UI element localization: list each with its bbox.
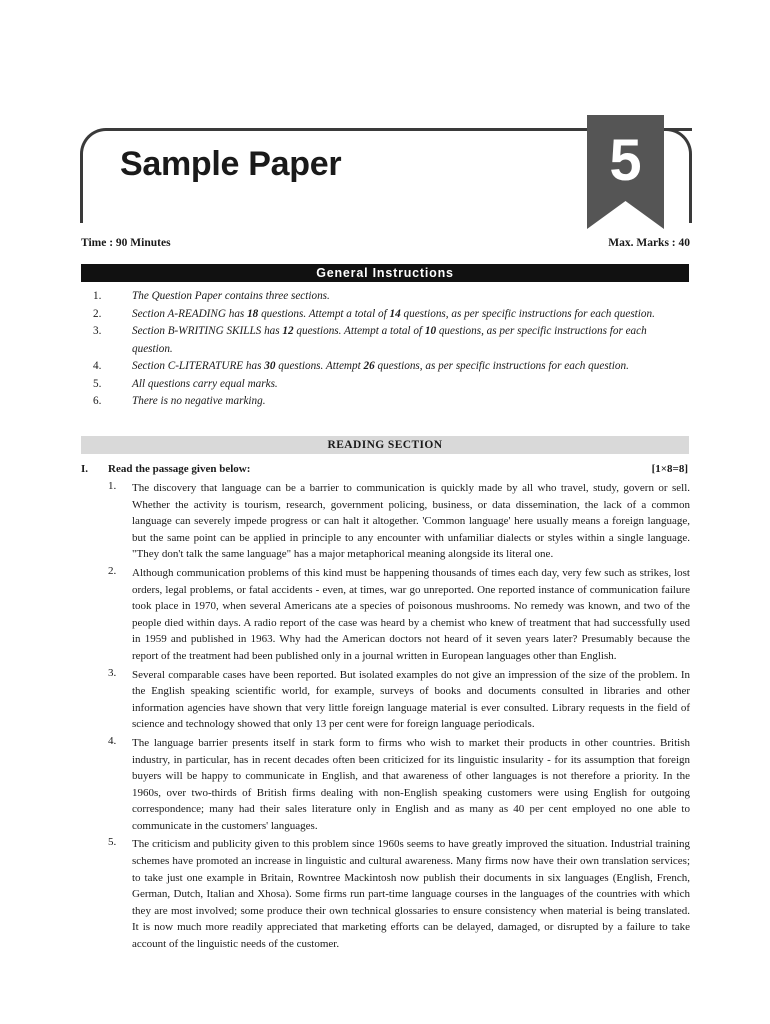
paragraph-text: Although communication problems of this kind must be happening thousands of times each day, very few such as strikes, lost orders, legal problems, or fatal accidents - even, at times, war go unreported. One reported instance of communication failure took place in 1970, when several Americans ate a species of poisonous mushrooms. No remedy was known, and two of the people died within days. A radio report of the case was heard by a chemist who knew of treatment that had successfully used in 1959 and published in 1963. Why had the American doctors not heard of it seven years later? Presumably because the report of the treatment had been published only in a journal written in European languages other than English. bbox=[132, 566, 690, 662]
instruction-item bbox=[90, 393, 690, 411]
paragraph-number: 3. bbox=[108, 666, 117, 679]
passage bbox=[108, 480, 690, 955]
instructions-list bbox=[90, 288, 690, 411]
instruction-number: 3. bbox=[93, 325, 102, 337]
instruction-number: 2. bbox=[93, 307, 102, 320]
page-title: Sample Paper bbox=[120, 145, 342, 183]
passage-paragraph bbox=[108, 480, 690, 563]
instruction-text: Section B-WRITING SKILLS has 12 questions. Attempt a total of 10 questions, as per specific instructions for each question. bbox=[132, 325, 647, 355]
instruction-text: All questions carry equal marks. bbox=[132, 377, 278, 390]
passage-paragraph bbox=[108, 565, 690, 665]
question-number: I. bbox=[81, 463, 89, 475]
instruction-item bbox=[90, 306, 690, 324]
header-frame-right bbox=[661, 128, 692, 223]
instruction-number: 6. bbox=[93, 395, 102, 407]
instruction-item bbox=[90, 323, 690, 358]
max-marks: Max. Marks : 40 bbox=[608, 237, 690, 249]
instruction-number: 5. bbox=[93, 377, 102, 390]
instruction-item bbox=[90, 288, 690, 306]
instruction-item bbox=[90, 376, 690, 394]
time-allowed: Time : 90 Minutes bbox=[81, 237, 171, 249]
instruction-text: There is no negative marking. bbox=[132, 395, 266, 407]
question-prompt: Read the passage given below: bbox=[108, 463, 251, 475]
passage-paragraph bbox=[108, 667, 690, 733]
general-instructions-heading: General Instructions bbox=[81, 264, 689, 282]
passage-paragraph bbox=[108, 836, 690, 952]
instruction-item bbox=[90, 358, 690, 376]
instruction-text: Section A-READING has 18 questions. Attempt a total of 14 questions, as per specific instructions for each question. bbox=[132, 307, 655, 320]
paragraph-text: The criticism and publicity given to this problem since 1960s seems to have greatly improved the situation. Industrial training schemes have promoted an increase in linguistic and cultural awareness. Many firms now have their own translation services; to take just one example in Britain, Rowntree Mackintosh now publish their documents in six languages (English, French, German, Dutch, Italian and Xhosa). Some firms run part-time language courses in the languages of the countries with which they are most involved; some produce their own technical glossaries to ensure consistency when material is being translated. It is now much more readily appreciated that marketing efforts can be delayed, damaged, or disrupted by a failure to take account of the linguistic needs of the customer. bbox=[132, 838, 690, 951]
instruction-text: Section C-LITERATURE has 30 questions. Attempt 26 questions, as per specific instructions for each question. bbox=[132, 360, 629, 372]
paragraph-text: The language barrier presents itself in stark form to firms who wish to market their products in other countries. British industry, in particular, has in recent decades often been criticized for its linguistic insularity - for its assumption that foreign buyers will be happy to communicate in English, and that awareness of other languages is not therefore a priority. In the 1960s, over two-thirds of British firms dealing with non-English speaking customers were using English for outgoing correspondence; many had their sales literature only in English and as many as 40 per cent employed no one able to communicate in the customers' languages. bbox=[132, 736, 690, 832]
paper-number: 5 bbox=[609, 128, 642, 193]
paragraph-number: 1. bbox=[108, 480, 117, 492]
passage-paragraph bbox=[108, 735, 690, 835]
paragraph-number: 5. bbox=[108, 836, 117, 849]
instruction-number: 4. bbox=[93, 360, 102, 372]
paragraph-text: Several comparable cases have been reported. But isolated examples do not give an impression of the size of the problem. In the English speaking scientific world, for example, surveys of books and documents consulted in libraries and other information agencies have shown that very little foreign language material is ever consulted. Library requests in the field of science and technology showed that only 13 per cent were for foreign language periodicals. bbox=[132, 668, 690, 731]
question-marks: [1×8=8] bbox=[651, 463, 688, 475]
paragraph-text: The discovery that language can be a barrier to communication is quickly made by all who travel, study, govern or sell. Whether the activity is tourism, research, government policing, business, or data dissemination, the lack of a common language can severely impede progress or can halt it altogether. 'Common language' here usually means a foreign language, but the same point can be applied in principle to any encounter with unfamiliar dialects or styles within a single language. "They don't talk the same language" has a major metaphorical meaning alongside its literal one. bbox=[132, 482, 690, 561]
instruction-number: 1. bbox=[93, 290, 102, 302]
reading-section-heading: READING SECTION bbox=[81, 436, 689, 454]
paragraph-number: 4. bbox=[108, 734, 117, 747]
instruction-text: The Question Paper contains three sections. bbox=[132, 290, 330, 302]
paragraph-number: 2. bbox=[108, 564, 117, 577]
